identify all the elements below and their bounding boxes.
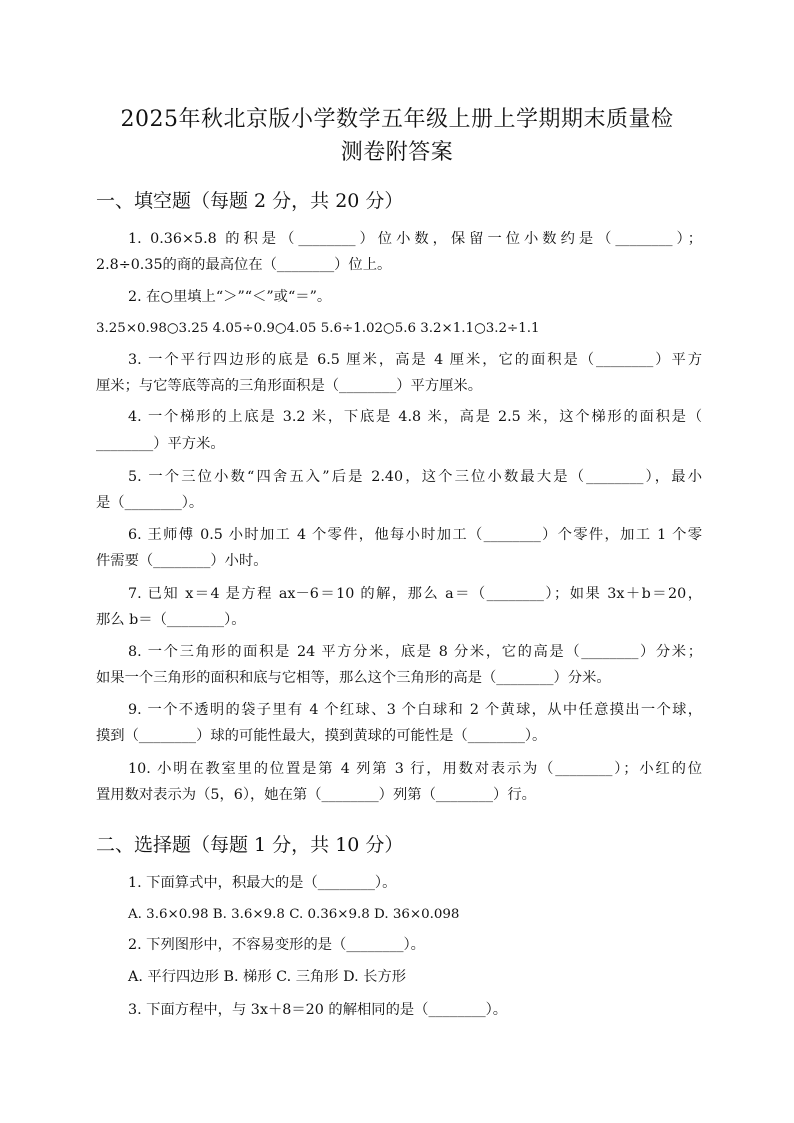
option-line: A. 平行四边形 B. 梯形 C. 三角形 D. 长方形 bbox=[128, 969, 407, 985]
option-line: A. 3.6×0.98 B. 3.6×9.8 C. 0.36×9.8 D. 36×0.098 bbox=[128, 907, 460, 922]
question-line: 2. 在○里填上“＞”“＜”或“＝”。 bbox=[128, 289, 332, 305]
question-line: 4. 一个梯形的上底是 3.2 米，下底是 4.8 米，高是 2.5 米，这个梯形的面积是（ bbox=[128, 409, 702, 425]
section-heading-multiple-choice: 二、选择题（每题 1 分，共 10 分） bbox=[96, 834, 404, 856]
question-line: 是（________）。 bbox=[96, 495, 204, 511]
page-title-line-1: 2025年秋北京版小学数学五年级上册上学期期末质量检 bbox=[120, 107, 674, 132]
question-line: 2.8÷0.35的商的最高位在（________）位上。 bbox=[96, 257, 392, 273]
question-line: 5. 一个三位小数“四舍五入”后是 2.40，这个三位小数最大是（________），最小 bbox=[128, 469, 702, 485]
question-line: 置用数对表示为（5，6），她在第（________）列第（________）行。 bbox=[96, 787, 536, 803]
question-line: 件需要（________）小时。 bbox=[96, 553, 268, 569]
question-line: 摸到（________）球的可能性最大，摸到黄球的可能性是（________）。 bbox=[96, 728, 547, 744]
question-line: ________）平方米。 bbox=[96, 436, 225, 452]
question-line: 那么 b＝（________）。 bbox=[96, 612, 246, 628]
question-line: 如果一个三角形的面积和底与它相等，那么这个三角形的高是（________）分米。 bbox=[96, 670, 611, 686]
question-line: 3.25×0.98○3.25 4.05÷0.9○4.05 5.6÷1.02○5.6 3.2×1.1○3.2÷1.1 bbox=[96, 321, 540, 336]
page-title-line-2: 测卷附答案 bbox=[340, 140, 454, 165]
question-line: 1. 0.36×5.8 的积是（________）位小数，保留一位小数约是（________）； bbox=[128, 231, 702, 247]
question-line: 7. 已知 x＝4 是方程 ax－6＝10 的解，那么 a＝（________）；如果 3x＋b＝20， bbox=[128, 586, 702, 602]
question-line: 2. 下列图形中，不容易变形的是（________）。 bbox=[128, 937, 425, 953]
question-line: 8. 一个三角形的面积是 24 平方分米，底是 8 分米，它的高是（________）分米； bbox=[128, 644, 702, 660]
question-line: 3. 下面方程中，与 3x＋8＝20 的解相同的是（________）。 bbox=[128, 1002, 508, 1018]
question-line: 6. 王师傅 0.5 小时加工 4 个零件，他每小时加工（________）个零件，加工 1 个零 bbox=[128, 527, 702, 543]
question-line: 10. 小明在教室里的位置是第 4 列第 3 行，用数对表示为（________）；小红的位 bbox=[128, 761, 702, 777]
question-line: 3. 一个平行四边形的底是 6.5 厘米，高是 4 厘米，它的面积是（________）平方 bbox=[128, 352, 702, 368]
section-heading-fill-in: 一、填空题（每题 2 分，共 20 分） bbox=[96, 190, 404, 212]
question-line: 9. 一个不透明的袋子里有 4 个红球、3 个白球和 2 个黄球，从中任意摸出一个球， bbox=[128, 702, 702, 718]
question-line: 厘米；与它等底等高的三角形面积是（________）平方厘米。 bbox=[96, 378, 483, 394]
question-line: 1. 下面算式中，积最大的是（________）。 bbox=[128, 875, 397, 891]
